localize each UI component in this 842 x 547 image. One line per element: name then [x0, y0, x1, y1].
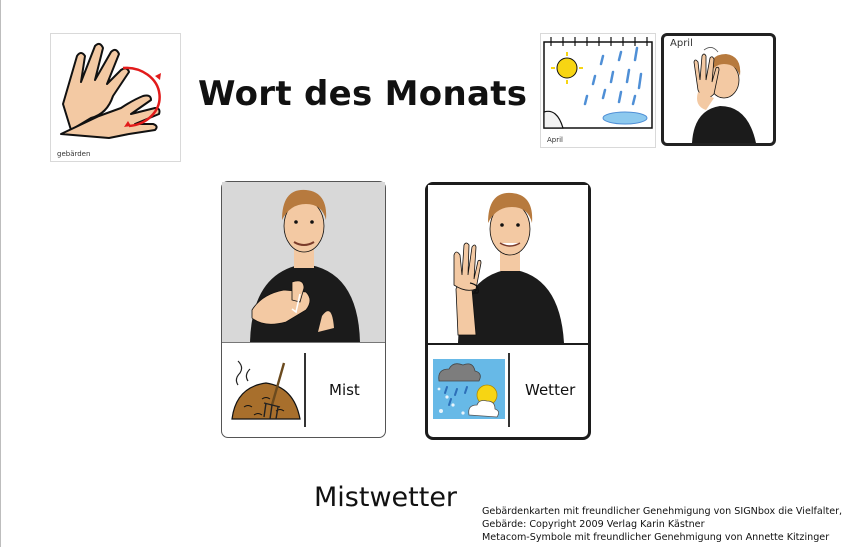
cloud-rain-sun-weather-icon	[433, 359, 505, 419]
mist-word: Mist	[329, 381, 360, 399]
wetter-word: Wetter	[525, 381, 576, 399]
credits	[482, 505, 842, 544]
page-title: Wort des Monats	[198, 74, 528, 114]
mist-card-divider	[304, 353, 306, 427]
credit-line: Gebärdenkarten mit freundlicher Genehmigung von SIGNbox die Vielfalter,	[482, 506, 842, 517]
wetter-card-divider	[508, 353, 510, 427]
sign-symbol-card	[50, 33, 181, 162]
sign-card-mist	[221, 181, 386, 438]
april-sign-caption: April	[670, 38, 693, 49]
wetter-card-bottom	[428, 341, 588, 437]
main-word: Mistwetter	[314, 482, 458, 513]
april-calendar-card	[540, 33, 656, 148]
april-calendar-caption: April	[547, 136, 563, 144]
april-signing-person-icon	[664, 36, 773, 143]
mist-signing-person-icon	[222, 182, 387, 342]
mist-card-bottom	[222, 341, 385, 437]
credit-line: Metacom-Symbole mit freundlicher Genehmigung von Annette Kitzinger	[482, 532, 830, 543]
april-sign-card	[661, 33, 776, 146]
sign-symbol-caption: gebärden	[57, 150, 91, 158]
credit-line: Gebärde: Copyright 2009 Verlag Karin Kästner	[482, 519, 705, 530]
signing-hands-icon	[51, 34, 180, 144]
page-left-border	[0, 0, 1, 547]
mist-sign-photo	[222, 182, 385, 343]
dung-heap-with-pitchfork-icon	[228, 359, 304, 423]
wetter-sign-photo	[428, 185, 588, 345]
rain-calendar-icon	[541, 34, 655, 134]
sign-card-wetter	[425, 182, 591, 440]
wetter-signing-person-icon	[428, 185, 588, 343]
